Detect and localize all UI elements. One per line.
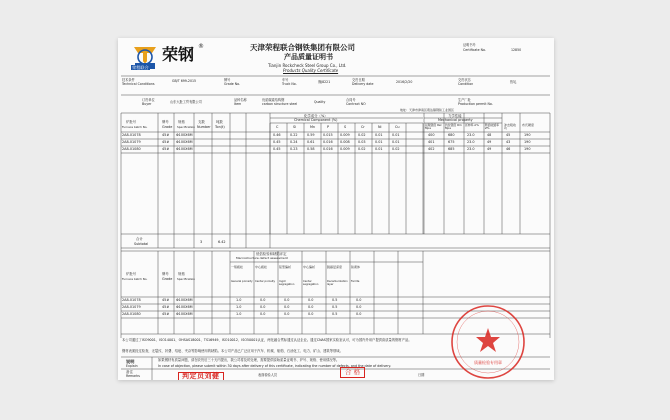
chem-cell-cr: 0.03 <box>358 140 366 144</box>
chem-cell-grade: 45# <box>162 140 170 144</box>
chem-cell-spec: Φ100X6M <box>176 133 193 137</box>
contract-label: 合同号 <box>346 98 356 102</box>
contract-label-en: Contract NO <box>346 102 366 106</box>
defect-cell-d: 0.0 <box>308 312 314 316</box>
subtotal-label-en: Subtotal <box>134 242 149 246</box>
element-header: Ni <box>378 125 382 129</box>
element-header: P <box>327 125 330 129</box>
hardness-header: 布氏硬度 <box>522 123 535 127</box>
chem-spec-header: 规格 <box>178 120 185 124</box>
item-label-en: Item <box>234 102 242 106</box>
chem-cell-rm: 680 <box>448 133 455 137</box>
chem-cell-ni: 0.01 <box>375 133 383 137</box>
company-seal-icon <box>448 302 528 380</box>
quality-label: Quality <box>314 100 326 104</box>
defect-title: 低倍检验和缺陷评定 <box>256 252 287 256</box>
chem-weight-header: 吨数 <box>216 120 223 124</box>
defect-cell-c: 0.0 <box>284 312 290 316</box>
element-header: Cu <box>395 125 400 129</box>
inspect-label: 表面检验人员 <box>258 373 278 377</box>
defect-col-header: 中心偏析 <box>303 265 316 269</box>
chem-cell-s: 0.009 <box>340 147 350 151</box>
location-value: 地址：天津市津南区葛沽镇钢铁工业园区 <box>400 108 455 112</box>
chem-cell-batch: 2A8-01078 <box>122 133 141 137</box>
chem-cell-rel: 402 <box>428 147 435 151</box>
defect-col-header-en: Center porosity <box>255 280 276 283</box>
defect-cell-batch: 2A8-01080 <box>122 312 141 316</box>
registered-mark: ® <box>198 43 204 50</box>
mech-group-header: 力学性能 <box>448 114 462 118</box>
cert-no-value: 12850 <box>511 48 522 52</box>
condition-value: 热轧 <box>510 80 517 84</box>
note-label-en: Explain <box>126 364 138 368</box>
grade-label: 牌号 <box>224 78 231 82</box>
defect-cell-batch: 2A8-01079 <box>122 305 141 309</box>
defect-cell-ferrite: 0.0 <box>356 312 362 316</box>
chem-cell-z: 49 <box>487 140 492 144</box>
defect-spec-header: 规格 <box>178 272 185 276</box>
chem-cell-a: 23.0 <box>467 133 475 137</box>
note-label: 说明 <box>126 359 135 364</box>
chem-cell-s: 0.009 <box>340 133 350 137</box>
defect-batch-header: 炉批号 <box>126 272 137 276</box>
chem-cell-ni: 0.01 <box>375 147 383 151</box>
element-header: C <box>276 125 279 129</box>
chem-cell-c: 0.45 <box>273 147 281 151</box>
defect-grade-header: 牌号 <box>162 272 169 276</box>
seal-sub-text: 质量检验专用章 <box>474 360 502 365</box>
defect-col-header-en: Decarburization layer <box>327 280 348 286</box>
chem-cell-cu: 0.01 <box>392 140 400 144</box>
chem-cell-p: 0.015 <box>323 133 333 137</box>
chem-cell-ak: 46 <box>506 147 511 151</box>
standard-value: GB/T 699-2015 <box>172 79 197 83</box>
chem-pieces-header-en: Number <box>197 125 211 129</box>
defect-cell-b: 0.0 <box>260 305 266 309</box>
car-label-en: Truck No. <box>282 82 297 86</box>
chem-cell-c: 0.45 <box>273 140 281 144</box>
chem-weight-header-en: Ton(t) <box>215 125 225 129</box>
defect-spec-header-en: Specification <box>177 277 195 281</box>
chem-spec-header-en: Specification <box>177 125 195 129</box>
defect-col-header: 铁素体 <box>351 265 361 269</box>
chem-cell-a: 23.0 <box>467 140 475 144</box>
location-label: 生产厂址 <box>458 98 471 102</box>
remarks-label-en: Remarks <box>126 374 140 378</box>
defect-col-header-en: Center segregation <box>303 280 319 286</box>
defect-col-header: 中心疏松 <box>255 265 268 269</box>
declaration-line-1: 本公司通过了ISO9001、ISO14001、OHSAS18001、TS16949、ISO10012、ISO50001认证，两化融合贯标通过认证企业。通过CNAS国家实验室认可，可为国内外用户提供高质量的钢材产品。 <box>122 338 412 342</box>
qualified-stamp: 合 格 <box>340 367 365 378</box>
defect-title-en: Macrostructure defect assessment <box>236 256 288 260</box>
defect-col-header-en: Ferrite <box>351 280 360 283</box>
defect-cell-a: 1.0 <box>236 298 242 302</box>
element-header: Si <box>293 125 297 129</box>
buyer-value: 山东大批工贸有限公司 <box>170 100 202 104</box>
element-header: S <box>344 125 347 129</box>
chem-batch-header-en: Furnace batch No. <box>122 125 148 129</box>
mech-col-header: 断面收缩率 Z% <box>485 123 499 130</box>
date-label: 交货日期 <box>352 78 365 82</box>
chem-cell-mn: 0.59 <box>307 133 315 137</box>
chem-cell-c: 0.46 <box>273 133 281 137</box>
cond-label-en: Condition <box>458 82 474 86</box>
subtotal-label: 合计 <box>136 237 143 241</box>
chem-cell-ni: 0.01 <box>375 140 383 144</box>
defect-cell-decarb: 0.5 <box>332 305 338 309</box>
location-label-en: Production permit No. <box>458 102 493 106</box>
footer-date-label: 日期 <box>418 373 425 377</box>
chem-cell-z: 49 <box>487 147 492 151</box>
chem-cell-si: 0.22 <box>290 133 298 137</box>
chem-pieces-header: 支数 <box>198 120 205 124</box>
defect-cell-b: 0.0 <box>260 298 266 302</box>
impact-header: 冲击吸收功 <box>504 123 517 130</box>
chem-cell-rm: 685 <box>448 147 455 151</box>
defect-batch-header-en: Furnace batch No. <box>122 277 148 281</box>
subtotal-pieces: 3 <box>200 240 203 244</box>
car-no-value: 豫J8221 <box>318 80 331 84</box>
defect-col-header: 一般疏松 <box>231 265 244 269</box>
std-label: 技术条件 <box>122 78 135 82</box>
doc-title-en: Products Quality Certificate <box>283 68 339 73</box>
chem-cell-spec: Φ100X6M <box>176 140 193 144</box>
defect-cell-a: 1.0 <box>236 305 242 309</box>
defect-cell-ferrite: 0.0 <box>356 298 362 302</box>
mech-col-header: 抗拉强度 Rm Mpa <box>445 123 462 130</box>
defect-cell-c: 0.0 <box>284 305 290 309</box>
defect-col-header: 脱碳层深度 <box>327 265 343 269</box>
item-value-en: carbon structure steel <box>262 102 298 106</box>
chem-cell-hb: 190 <box>524 147 531 151</box>
chem-cell-cr: 0.02 <box>358 147 366 151</box>
defect-cell-spec: Φ100X6M <box>176 305 193 309</box>
chem-cell-spec: Φ100X6M <box>176 147 193 151</box>
buyer-label: 订货单位 <box>142 98 155 102</box>
date-value: 2016/2/20 <box>396 80 413 84</box>
date-label-en: Delivery date <box>352 82 374 86</box>
declaration-line-2: 钢材表面经过检查，无裂纹、折叠、结疤、夹杂等影响使用的缺陷。本公司产品已广泛应用于汽车、机械、船舶、石油化工、电力、矿山、建筑等领域。 <box>122 349 343 353</box>
defect-cell-spec: Φ100X6M <box>176 298 193 302</box>
chem-cell-ak: 45 <box>506 133 511 137</box>
defect-cell-grade: 45# <box>162 298 170 302</box>
logo-text: 荣程联合 <box>132 64 149 70</box>
chem-cell-p: 0.016 <box>323 147 333 151</box>
defect-cell-decarb: 0.5 <box>332 298 338 302</box>
chem-cell-hb: 190 <box>524 133 531 137</box>
defect-cell-d: 0.0 <box>308 305 314 309</box>
element-header: Mn <box>310 125 316 129</box>
mech-col-header: 屈服强度 Rel Mpa <box>425 123 442 130</box>
chem-cell-grade: 45# <box>162 147 170 151</box>
chem-cell-z: 48 <box>487 133 492 137</box>
defect-cell-ferrite: 0.0 <box>356 305 362 309</box>
company-name-cn: 天津荣程联合钢铁集团有限公司 <box>250 43 355 52</box>
cert-no-label-en: Certificate No. <box>463 48 486 52</box>
chem-cell-a: 23.0 <box>467 147 475 151</box>
chem-cell-si: 0.23 <box>290 147 298 151</box>
subtotal-weight: 6.42 <box>218 240 226 244</box>
chem-group-header-en: Chemical Component (%) <box>294 118 338 122</box>
brand-name: 荣钢 <box>162 45 195 64</box>
chem-cell-si: 0.24 <box>290 140 298 144</box>
chem-cell-rel: 401 <box>428 140 435 144</box>
chem-cell-s: 0.008 <box>340 140 350 144</box>
defect-cell-grade: 45# <box>162 312 170 316</box>
mech-group-header-en: Mechanical property <box>438 118 473 122</box>
note-cn: 如果钢材有质量问题，请在收货后三十天内提出，我公司将及时处理，需要提供原始质量证明书、炉号、规格、使用情况等。 <box>158 358 340 362</box>
defect-cell-d: 0.0 <box>308 298 314 302</box>
chem-batch-header: 炉批号 <box>126 120 137 124</box>
item-label: 品种名称 <box>234 98 247 102</box>
defect-col-header: 锭型偏析 <box>279 265 292 269</box>
grade-label-en: Grade No. <box>224 82 241 86</box>
quality-certificate <box>118 38 554 380</box>
chem-cell-rel: 400 <box>428 133 435 137</box>
chem-cell-rm: 675 <box>448 140 455 144</box>
chem-cell-ak: 43 <box>506 140 511 144</box>
chem-cell-grade: 45# <box>162 133 170 137</box>
cond-label: 交货状态 <box>458 78 471 82</box>
car-label: 车号 <box>282 78 289 82</box>
defect-grade-header-en: Grade <box>162 277 173 281</box>
chem-cell-cr: 0.02 <box>358 133 366 137</box>
chem-cell-p: 0.016 <box>323 140 333 144</box>
defect-cell-a: 1.0 <box>236 312 242 316</box>
chem-grade-header: 牌号 <box>162 120 169 124</box>
judge-stamp: 判定员刘健 <box>178 372 224 380</box>
defect-col-header-en: General porosity <box>231 280 253 283</box>
chem-cell-cu: 0.01 <box>392 133 400 137</box>
chem-cell-batch: 2A8-01080 <box>122 147 141 151</box>
element-header: Cr <box>361 125 365 129</box>
note-en: In case of objection, please submit within 30 days after delivery of this certificate, indicating the number of defects, and the date of delivery. <box>158 364 392 368</box>
defect-cell-decarb: 0.5 <box>332 312 338 316</box>
defect-cell-grade: 45# <box>162 305 170 309</box>
defect-cell-c: 0.0 <box>284 298 290 302</box>
chem-cell-hb: 190 <box>524 140 531 144</box>
defect-cell-b: 0.0 <box>260 312 266 316</box>
chem-grade-header-en: Grade <box>162 125 173 129</box>
chem-group-header: 化学成分（%） <box>304 114 328 118</box>
chem-cell-mn: 0.58 <box>307 147 315 151</box>
defect-col-header-en: Ingot segregation <box>279 280 295 286</box>
doc-title-cn: 产品质量证明书 <box>284 53 333 61</box>
chem-cell-batch: 2A8-01079 <box>122 140 141 144</box>
defect-cell-spec: Φ100X6M <box>176 312 193 316</box>
cert-no-label: 证明书号 <box>463 43 476 47</box>
chem-cell-mn: 0.61 <box>307 140 315 144</box>
item-value: 优质碳素结构钢 <box>262 98 285 102</box>
defect-cell-batch: 2A8-01078 <box>122 298 141 302</box>
buyer-label-en: Buyer <box>142 102 152 106</box>
remarks-label: 备注 <box>126 370 134 374</box>
mech-col-header: 延伸率 A% <box>465 123 479 127</box>
chem-cell-cu: 0.02 <box>392 147 400 151</box>
std-label-en: Technical Conditions <box>122 82 155 86</box>
company-name-en: Tianjin Rockcheck Steel Group Co., Ltd. <box>268 63 347 68</box>
